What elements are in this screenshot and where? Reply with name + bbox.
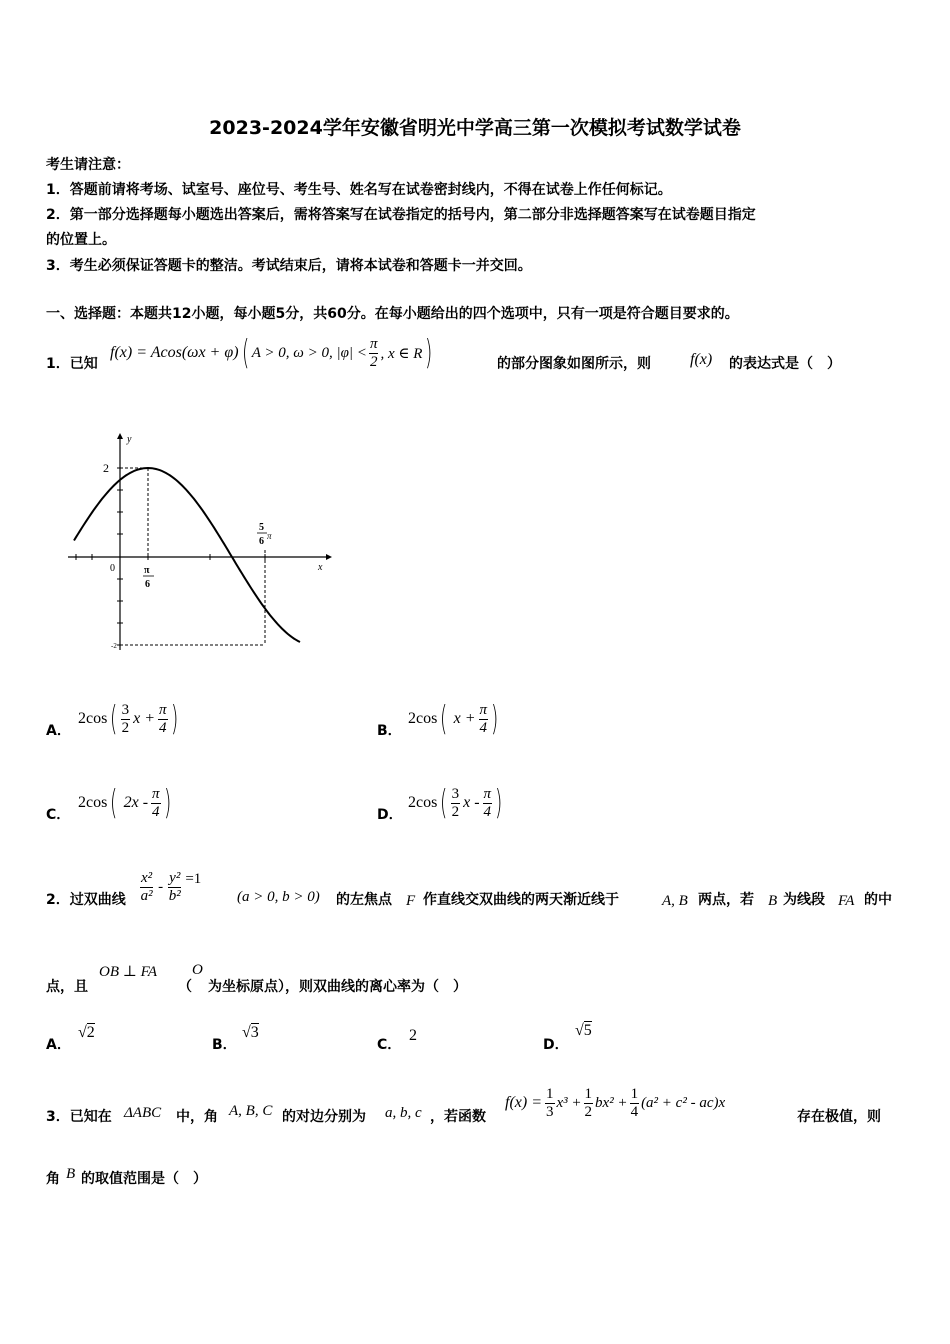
q2-line2-b: （: [178, 979, 192, 995]
x-5pi6-num: 5: [259, 522, 264, 533]
q1-formula: [110, 330, 436, 376]
q3-function: [505, 1080, 725, 1126]
q1-d-rparen: ): [495, 783, 503, 823]
y-max-label: 2: [103, 461, 109, 475]
q1-a-frac1-den: 2: [121, 719, 130, 736]
sqrt-icon: √: [575, 1022, 584, 1039]
q1-option-d-label[interactable]: D．: [377, 807, 403, 823]
q1-a-frac2: [158, 702, 168, 737]
q1-cond-frac-den: 2: [369, 353, 378, 370]
notice-item-2a: 2．第一部分选择题每小题选出答案后，需将答案写在试卷指定的括号内，第二部分非选择题答案写在试卷题目指定: [46, 207, 756, 223]
q1-a-frac1-num: 3: [121, 701, 130, 718]
page-title: 2023-2024学年安徽省明光中学高三第一次模拟考试数学试卷: [209, 117, 741, 139]
y-axis-label: y: [127, 434, 132, 445]
q1-d-frac1-num: 3: [451, 785, 460, 802]
section-header: 一、选择题：本题共12小题，每小题5分，共60分。在每小题给出的四个选项中，只有一项是符合题目要求的。: [46, 306, 739, 322]
q3-frac-3: [630, 1086, 640, 1121]
q1-option-b[interactable]: [408, 694, 501, 744]
q1-a-cos: 2cos: [78, 710, 108, 727]
q2-B: B: [768, 893, 778, 909]
q2-perp: OB ⊥ FA: [99, 964, 157, 980]
q1-cond-frac: [369, 336, 379, 371]
q2-text-1: 的左焦点: [336, 892, 392, 908]
q2-number: 2．过双曲线: [46, 892, 126, 908]
q2-condition: (a > 0, b > 0): [237, 889, 320, 905]
q1-b-frac-den: 4: [479, 719, 487, 736]
q1-c-cos: 2cos: [78, 794, 108, 811]
q1-c-x: 2x -: [123, 794, 149, 811]
q3-text-2: 的对边分别为: [282, 1109, 366, 1125]
q1-c-frac-den: 4: [152, 803, 160, 820]
q1-b-cos: 2cos: [408, 710, 438, 727]
q1-c-frac-num: π: [152, 785, 160, 802]
x-axis-label: x: [318, 562, 323, 573]
q1-a-x: x +: [133, 710, 155, 727]
q1-option-d[interactable]: [408, 778, 505, 828]
q1-a-frac2-num: π: [159, 701, 167, 718]
q2-y2: y²: [169, 869, 181, 886]
q2-a2: a²: [140, 887, 153, 904]
q1-b-rparen: ): [491, 699, 499, 739]
q2-option-c[interactable]: 2: [409, 1027, 417, 1044]
q2-option-a-value: 2: [86, 1024, 95, 1041]
q2-line2-c: 为坐标原点），则双曲线的离心率为（ ）: [208, 979, 467, 995]
q1-d-lparen: (: [440, 783, 448, 823]
x-axis-arrow: [326, 554, 332, 560]
q2-minus: -: [158, 878, 164, 895]
q3-text-3: ，若函数: [430, 1109, 486, 1125]
q2-option-d[interactable]: [575, 1022, 592, 1040]
q2-eq: =1: [185, 870, 202, 887]
q3-B: B: [66, 1166, 76, 1182]
q3-line2-a: 角: [46, 1171, 60, 1187]
q3-frac-1: [545, 1086, 555, 1121]
q2-frac-x: [140, 870, 153, 905]
notice-item-2b: 的位置上。: [46, 232, 116, 248]
q1-left-paren: (: [241, 333, 249, 373]
q1-option-c[interactable]: [78, 778, 174, 828]
q2-text-4: 为线段: [783, 892, 825, 908]
q2-hyperbola: [140, 864, 201, 910]
q2-x2: x²: [141, 869, 153, 886]
q3-text-4: 存在极值，则: [797, 1109, 881, 1125]
q1-option-c-label[interactable]: C．: [46, 807, 71, 823]
q2-frac-y: [168, 870, 181, 905]
q1-a-rparen: ): [170, 699, 178, 739]
q1-graph: [60, 425, 340, 665]
q1-cond-b: , x ∈ R: [380, 345, 423, 362]
q3-frac-2: [584, 1086, 594, 1121]
q2-AB: A, B: [662, 893, 688, 909]
q3-term-1: x³ +: [556, 1094, 582, 1111]
q3-sides: a, b, c: [385, 1105, 422, 1121]
q2-line2-a: 点，且: [46, 979, 88, 995]
q1-fx: f(x): [690, 351, 713, 368]
q1-d-frac2-den: 4: [483, 803, 492, 820]
q2-option-b-label[interactable]: B．: [212, 1037, 237, 1053]
q3-number: 3．已知在: [46, 1109, 112, 1125]
q3-term-3: (a² + c² - ac)x: [641, 1094, 726, 1111]
x-pi6-den: 6: [145, 579, 150, 590]
q2-text-2: 作直线交双曲线的两天渐近线于: [423, 892, 619, 908]
q1-d-frac2: [483, 786, 493, 821]
q1-a-frac1: [121, 702, 131, 737]
q1-a-lparen: (: [110, 699, 118, 739]
q1-cond-a: A > 0, ω > 0, |φ| <: [251, 344, 367, 361]
q2-F: F: [406, 893, 416, 909]
q2-option-d-value: 5: [583, 1022, 592, 1039]
q1-d-frac1: [451, 786, 461, 821]
q3-frac-2-num: 1: [584, 1085, 593, 1102]
q1-option-a[interactable]: [78, 694, 181, 744]
q3-frac-2-den: 2: [584, 1103, 593, 1120]
q3-line2-b: 的取值范围是（ ）: [81, 1171, 207, 1187]
q1-b-frac: [479, 702, 489, 737]
y-axis-arrow: [117, 433, 123, 439]
q1-b-x: x +: [453, 710, 476, 727]
q1-c-frac: [151, 786, 161, 821]
x-5pi6-den: 6: [259, 536, 264, 547]
q3-f-lhs: f(x) =: [505, 1094, 542, 1111]
q2-option-d-label[interactable]: D．: [543, 1037, 569, 1053]
sqrt-icon: √: [242, 1024, 251, 1041]
q3-frac-1-den: 3: [546, 1103, 554, 1120]
q1-option-b-label[interactable]: B．: [377, 723, 402, 739]
q2-option-c-label[interactable]: C．: [377, 1037, 402, 1053]
y-min-label: -2: [111, 642, 117, 650]
q2-option-b-value: 3: [250, 1024, 259, 1041]
notice-heading: 考生请注意：: [46, 157, 130, 173]
q1-text: 的部分图象如图所示，则: [497, 356, 651, 372]
q2-b2: b²: [168, 887, 181, 904]
q3-term-2: bx² +: [595, 1094, 628, 1111]
q1-c-rparen: ): [163, 783, 171, 823]
q1-tail: 的表达式是（ ）: [729, 356, 841, 372]
cosine-curve: [74, 468, 300, 642]
notice-item-3: 3．考生必须保证答题卡的整洁。考试结束后，请将本试卷和答题卡一并交回。: [46, 258, 532, 274]
q1-b-frac-num: π: [479, 701, 488, 718]
q1-right-paren: ): [425, 333, 433, 373]
q1-d-frac1-den: 2: [451, 803, 460, 820]
q1-function: f(x) = Acos(ωx + φ): [110, 344, 239, 361]
q1-number: 1．已知: [46, 356, 98, 372]
notice-item-1: 1．答题前请将考场、试室号、座位号、考生号、姓名写在试卷密封线内，不得在试卷上作任何标记。: [46, 182, 672, 198]
q2-O: O: [192, 962, 203, 978]
q3-frac-3-num: 1: [630, 1085, 639, 1102]
x-pi6-num: π: [144, 565, 150, 576]
q2-option-a-label[interactable]: A．: [46, 1037, 71, 1053]
sqrt-icon: √: [78, 1024, 87, 1041]
q2-option-a[interactable]: [78, 1024, 95, 1042]
origin-label: 0: [110, 563, 115, 574]
q1-a-frac2-den: 4: [159, 719, 167, 736]
q1-b-lparen: (: [440, 699, 448, 739]
q3-triangle: ΔABC: [124, 1105, 162, 1121]
q3-text-1: 中，角: [176, 1109, 218, 1125]
q1-d-cos: 2cos: [408, 794, 438, 811]
q3-frac-1-num: 1: [546, 1085, 554, 1102]
q2-text-3: 两点，若: [698, 892, 754, 908]
q1-c-lparen: (: [110, 783, 118, 823]
q1-d-x: x -: [463, 794, 480, 811]
q1-cond-frac-num: π: [369, 335, 378, 352]
x-5pi6-pi: π: [267, 531, 272, 541]
q1-d-frac2-num: π: [483, 785, 492, 802]
q2-text-5: 的中: [864, 892, 892, 908]
q1-option-a-label[interactable]: A．: [46, 723, 71, 739]
q3-angles: A, B, C: [229, 1103, 273, 1119]
q2-option-b[interactable]: [242, 1024, 259, 1042]
q2-FA: FA: [838, 893, 855, 909]
q3-frac-3-den: 4: [630, 1103, 639, 1120]
